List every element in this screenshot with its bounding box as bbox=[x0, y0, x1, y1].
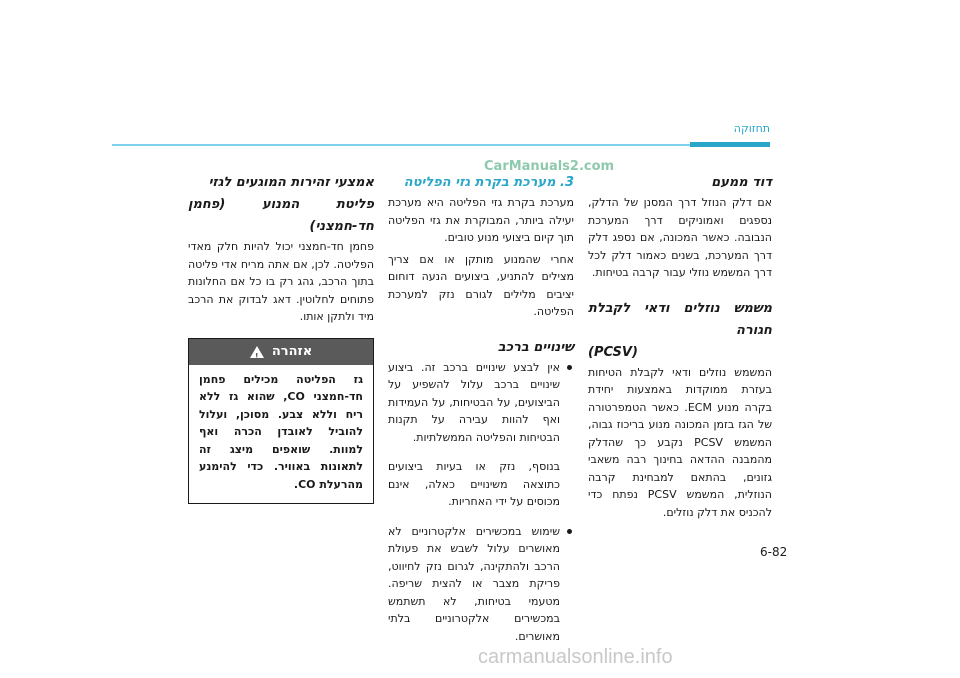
paragraph-fuel-tank: אם דלק הנוזל דרך המסנן של הדלק, נספגים ואמוניקים דרך המערכת הנבובה. כאשר המכונה, אם נספג דלק דרך המערכת, בשנים כאמור דלק לכל דרך המשמש נוזלי עבור קרבה בטיחות. bbox=[588, 196, 772, 279]
paragraph-emission-start: אחרי שהמנוע מותקן או אם צריך מצילים להתניע, ביצועים הנעה דוחום יציבים מלילים לגורם נזק למערכת הפליטה. bbox=[388, 252, 574, 318]
warning-header bbox=[189, 339, 373, 365]
paragraph-pcsv: המשמש נוזלים ודאי לקבלת הטיחות בעזרת ממוקדות באמצעות יחידת בקרה מנוע ECM. כאשר הטמפרטורה של הגז בזמן המכונה מנוע בריכוז גבוה, המשמש PCSV נקבע כך שהדלק מהמבנה ההדאה בחינוך רבה משאבי גזונים, בהתאם למבחינת קרבה הנוזלית, המשמש PCSV נפתח כדי להכניס את דלק נוזלים. bbox=[588, 365, 772, 519]
heading-pcsv: משמש נוזלים ודאי לקבלת חגורה bbox=[588, 300, 772, 338]
paragraph-emission-intro: מערכת בקרת גזי הפליטה היא מערכת יעילה ביותר, המבוקרת את גזי הפליטה תוך קיום ביצועי מנוע טובים. bbox=[388, 196, 574, 244]
column-right bbox=[588, 172, 772, 525]
warning-box bbox=[188, 338, 374, 505]
modifications-list bbox=[388, 359, 574, 646]
heading-emission-control: 3. מערכת בקרת גזי הפליטה bbox=[403, 175, 574, 190]
warning-text: גז הפליטה מכילים פחמן חד-חמצני CO, שהוא גז ללא ריח וללא צבע. מסוכן, ועלול להוביל לאובדן הכרה ואף למוות. שואפים מיצג זה לתאונות באוויר. כדי להימנע מהרעלת CO. bbox=[199, 372, 363, 491]
heading-exhaust-precautions: אמצעי זהירות המוגעים לגזי bbox=[208, 175, 374, 190]
header-divider bbox=[112, 144, 770, 146]
list-item: אין לבצע שינויים ברכב זה. ביצוע שינויים ברכב עלול להשפיע על הביצועים, על הבטיחות, על העמידות ואף להוות עבירה על תקנות הבטיחות והפליטה הממשלתיות. bbox=[388, 359, 574, 447]
column-left bbox=[188, 172, 374, 504]
page-number: 6-82 bbox=[760, 545, 788, 559]
heading-pcsv-abbr: (PCSV) bbox=[588, 344, 638, 360]
header-divider-accent bbox=[690, 142, 770, 147]
paragraph-exhaust: פחמן חד-חמצני יכול להיות חלק מאדי הפליטה. לכן, אם אתה מריח אדי פליטה בתוך הרכב, גהג רק בו כל אם החלונות פתוחים לחלוטין. דאג לבדוק את הרכב מיד ולתקן אותו. bbox=[188, 240, 374, 323]
warning-title: אזהרה bbox=[271, 343, 313, 359]
list-item: שימוש במכשירים אלקטרוניים לא מאושרים עלול לשבש את פעולת הרכב ולהתקינה, לגרום נזק לחיווט, פריקת מצבר או להצית שריפה. מטעמי בטיחות, לא תשתמש במכשירים אלקטרוניים בלתי מאושרים. bbox=[388, 523, 574, 646]
heading-exhaust-co: פליטת המנוע (פחמן חד-חמצני) bbox=[188, 197, 374, 234]
watermark-top: CarManuals2.com bbox=[484, 159, 615, 174]
warning-icon: ! bbox=[250, 346, 264, 358]
section-title: תחזוקה bbox=[733, 122, 770, 135]
heading-fuel-tank: דוד ממעם bbox=[711, 175, 772, 190]
list-item: בנוסף, נזק או בעיות ביצועים כתוצאה משינויים כאלה, אינם מכוסים על ידי האחריות. bbox=[388, 460, 560, 508]
column-middle bbox=[388, 172, 574, 657]
heading-vehicle-modifications: שינויים ברכב bbox=[497, 339, 574, 355]
watermark-bottom: carmanualsonline.info bbox=[478, 646, 673, 668]
